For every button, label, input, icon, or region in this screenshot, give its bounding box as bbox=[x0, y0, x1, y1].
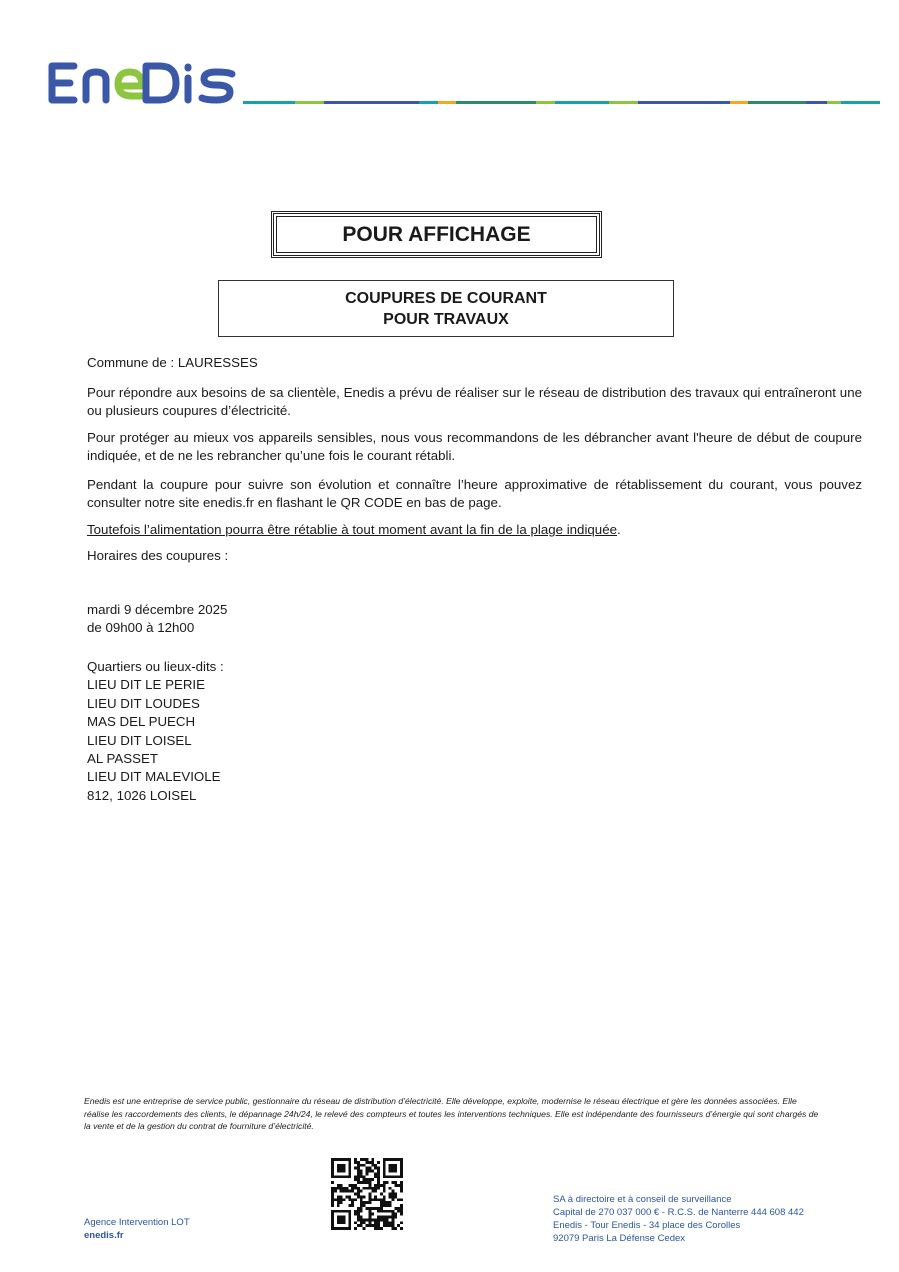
outage-time: de 09h00 à 12h00 bbox=[87, 620, 195, 636]
quartiers bbox=[87, 658, 224, 805]
outage-date: mardi 9 décembre 2025 bbox=[87, 602, 228, 617]
qr-code-icon[interactable] bbox=[330, 1158, 404, 1230]
brand-rule bbox=[243, 101, 880, 104]
schedule bbox=[87, 601, 227, 638]
notice-underlined: Toutefois l’alimentation pourra être rétablie à tout moment avant la fin de la plage indiquée bbox=[87, 522, 617, 537]
agency-name: Agence Intervention LOT bbox=[84, 1217, 190, 1228]
company-line: Enedis - Tour Enedis - 34 place des Corolles bbox=[553, 1220, 741, 1231]
company-line: Capital de 270 037 000 € - R.C.S. de Nanterre 444 608 442 bbox=[553, 1207, 804, 1218]
paragraph-notice bbox=[87, 521, 862, 539]
horaires-label: Horaires des coupures : bbox=[87, 548, 229, 563]
list-item: 812, 1026 LOISEL bbox=[87, 787, 197, 803]
pour-affichage-title: POUR AFFICHAGE bbox=[271, 211, 602, 258]
list-item: LIEU DIT LOUDES bbox=[87, 695, 200, 711]
paragraph-follow: Pendant la coupure pour suivre son évolution et connaître l’heure approximative de rétablissement du courant, vous pouvez consulter notre site enedis.fr en flashant le QR CODE en bas de page. bbox=[87, 477, 862, 510]
company-line: 92079 Paris La Défense Cedex bbox=[553, 1233, 686, 1244]
enedis-logo bbox=[46, 60, 238, 106]
paragraph-intro: Pour répondre aux besoins de sa clientèle, Enedis a prévu de réaliser sur le réseau de distribution des travaux qui entraîneront une ou plusieurs coupures d’électricité. bbox=[87, 385, 862, 418]
subtitle-line2: POUR TRAVAUX bbox=[383, 310, 509, 328]
company-info bbox=[553, 1193, 804, 1245]
list-item: LIEU DIT LE PERIE bbox=[87, 677, 205, 693]
company-line: SA à directoire et à conseil de surveillance bbox=[553, 1194, 732, 1205]
coupures-subtitle bbox=[218, 280, 674, 337]
notice-period: . bbox=[617, 522, 621, 537]
agency-block bbox=[84, 1216, 190, 1242]
paragraph-protect: Pour protéger au mieux vos appareils sensibles, nous vous recommandons de les débrancher avant l'heure de début de coupure indiquée, et de ne les rebrancher qu’une fois le courant rétabli. bbox=[87, 430, 862, 463]
list-item: MAS DEL PUECH bbox=[87, 714, 196, 730]
list-item: LIEU DIT MALEVIOLE bbox=[87, 769, 221, 785]
quartiers-label: Quartiers ou lieux-dits : bbox=[87, 659, 224, 674]
list-item: AL PASSET bbox=[87, 751, 158, 767]
list-item: LIEU DIT LOISEL bbox=[87, 732, 192, 748]
commune: Commune de : LAURESSES bbox=[87, 355, 258, 370]
subtitle-line1: COUPURES DE COURANT bbox=[345, 289, 547, 307]
website-link[interactable]: enedis.fr bbox=[84, 1230, 124, 1241]
legal-notice: Enedis est une entreprise de service public, gestionnaire du réseau de distribution d’électricité. Elle développe, exploite, modernise le réseau électrique et gère les données associées. Elle réalise les raccordements des clients, le dépannage 24h/24, le relevé des compteurs et toutes les interventions techniques. Elle est indépendante des fournisseurs d’énergie qui sont chargés de la vente et de la gestion du contrat de fourniture d’électricité. bbox=[84, 1096, 819, 1131]
